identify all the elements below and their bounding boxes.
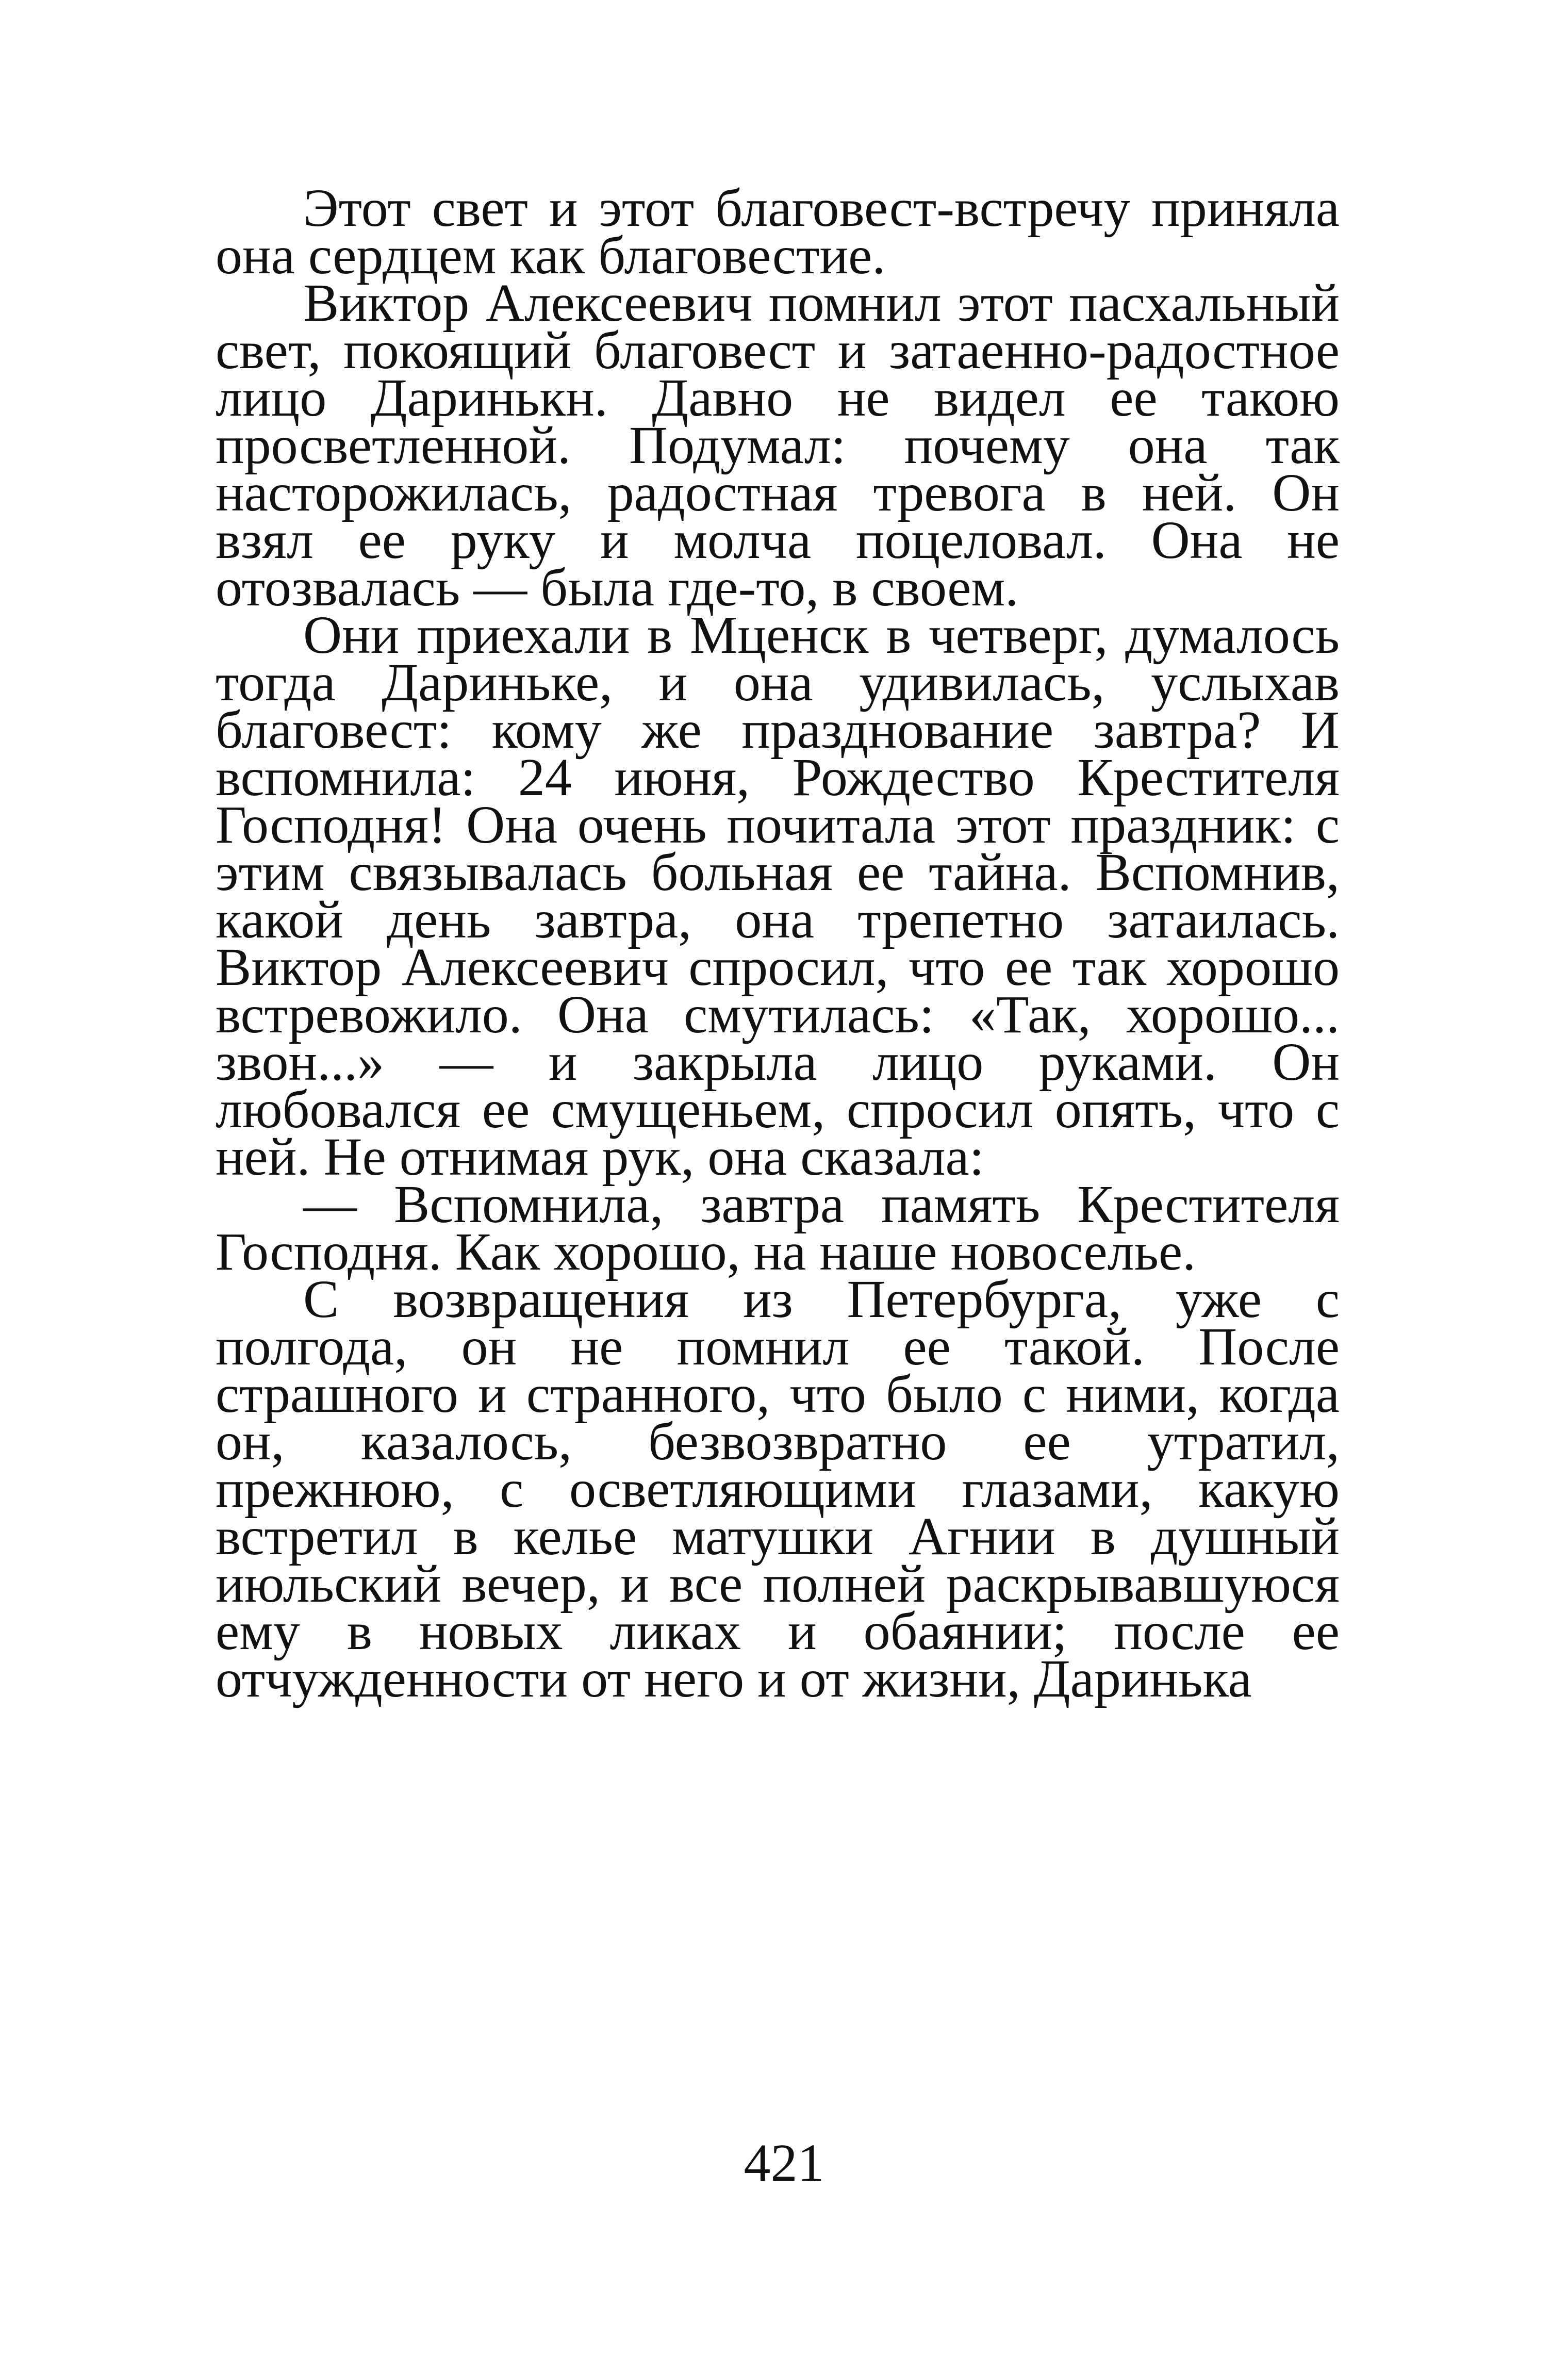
paragraph-5: С возвращения из Петербурга, уже с полгода, он не помнил ее такой. После страшного и странного, что было с ними, когда он, казалось, безвозвратно ее утратил, прежнюю, с осветляющими глазами, какую встретил в келье матушки Агнии в душный июльский вечер, и все полней раскрывавшуюся ему в новых ликах и обаянии; после ее отчужденности от него и от жизни, Даринька (216, 1270, 1340, 1708)
paragraph-2: Виктор Алексеевич помнил этот пасхальный свет, покоящий благовест и затаенно-радостное лицо Даринькн. Давно не видел ее такою просветленной. Подумал: почему она так насторожилась, радостная тревога в ней. Он взял ее руку и молча поцеловал. Она не отозвалась — была где-то, в своем. (216, 273, 1340, 617)
paragraph-1: Этот свет и этот благовест-встречу приняла она сердцем как благовестие. (216, 178, 1340, 285)
paragraph-4: — Вспомнила, завтра память Крестителя Господня. Как хорошо, на наше новоселье. (216, 1175, 1340, 1281)
paragraph-3: Они приехали в Мценск в четверг, думалось тогда Дариньке, и она удивилась, услыхав благовест: кому же празднование завтра? И вспомнила: 24 июня, Рождество Крестителя Господня! Она очень почитала этот праздник: с этим связывалась больная ее тайна. Вспомнив, какой день завтра, она трепетно затаилась. Виктор Алексеевич спросил, что ее так хорошо встревожило. Она смутилась: «Так, хорошо... звон...» — и закрыла лицо руками. Он любовался ее смущеньем, спросил опять, что с ней. Не отнимая рук, она сказала: (216, 605, 1340, 1187)
page-number: 421 (744, 2133, 824, 2193)
body-text (216, 178, 1340, 1708)
